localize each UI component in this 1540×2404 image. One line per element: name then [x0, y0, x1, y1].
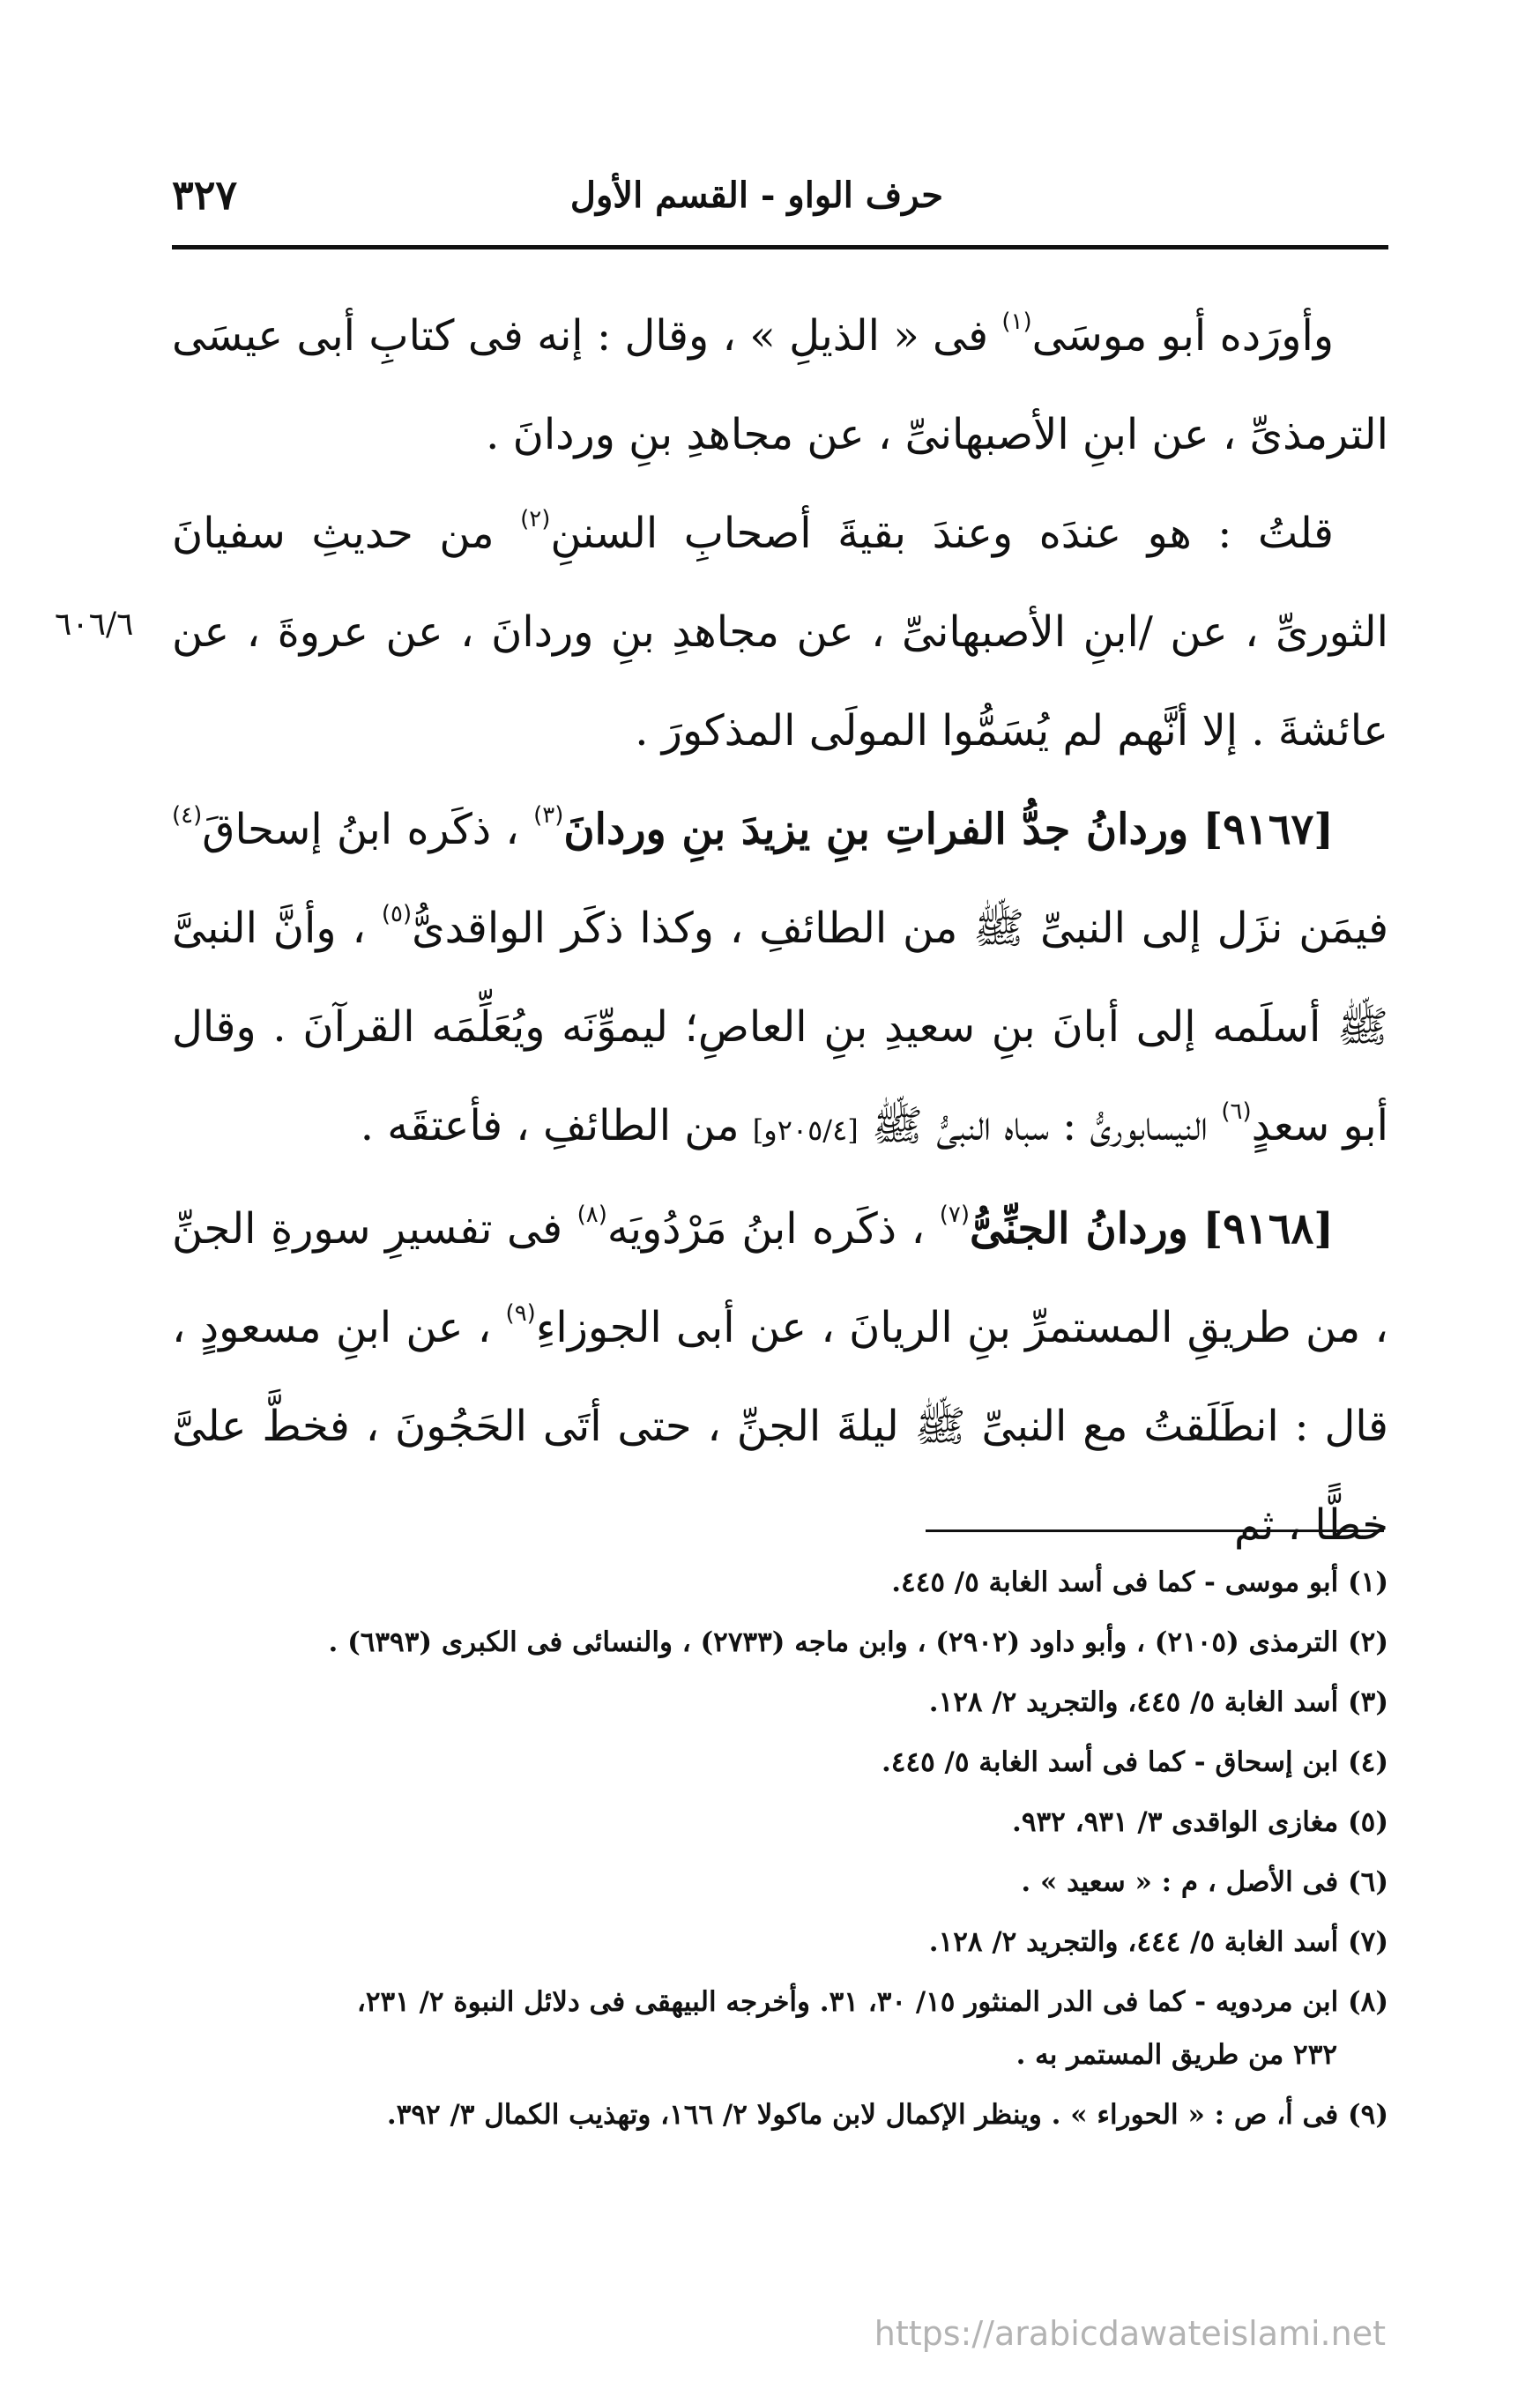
paragraph-1	[172, 287, 1388, 484]
entry-number: [٩١٦٨]	[1202, 1204, 1335, 1254]
main-text	[172, 287, 1388, 1574]
footnote-1: (١) أبو موسى - كما فى أسد الغابة ٥/ ٤٤٥.	[891, 1567, 1388, 1598]
footnote-ref-9[interactable]: (٩)	[505, 1300, 536, 1327]
text-run: قلتُ : هو عندَه وعندَ بقيةَ أصحابِ السننِ	[550, 509, 1334, 558]
footnote-8-text: (٨) ابن مردويه - كما فى الدر المنثور ١٥/ ٣٠، ٣١. وأخرجه البيهقى فى دلائل النبوة ٢/ ٢٣١،	[356, 1986, 1388, 2018]
text-run: ، عن ابنِ مسعودٍ ، قال : انطَلَقتُ مع النبىِّ ﷺ ليلةَ الجنِّ ، حتى أتَى الحَجُونَ ، فخطَّ علىَّ خطًّا ، ثم	[172, 1303, 1388, 1550]
footnote-4: (٤) ابن إسحاق - كما فى أسد الغابة ٥/ ٤٤٥.	[881, 1746, 1388, 1778]
text-run: من حديثِ سفيانَ الثورىِّ ، عن /ابنِ الأصبهانىِّ ، عن مجاهدِ بنِ وردانَ ، عن عروةَ ، عن عائشةَ . إلا أنَّهم لم يُسَمُّوا المولَى المذكورَ .	[172, 509, 1388, 755]
footnote-7: (٧) أسد الغابة ٥/ ٤٤٤، والتجريد ٢/ ١٢٨.	[928, 1926, 1388, 1958]
manuscript-folio-ref: [٢٠٥/٤و]	[752, 1113, 859, 1147]
footnote-8	[172, 1976, 1388, 2081]
footnote-rule	[926, 1529, 1384, 1532]
text-run: ، وأنَّ النبىَّ ﷺ أسلَمه إلى أبانَ بنِ سعيدِ بنِ العاصِ؛ ليموِّنَه ويُعَلِّمَه القرآنَ . وقال أبو سعدٍ	[172, 904, 1388, 1150]
footnote-ref-1[interactable]: (١)	[1001, 309, 1032, 335]
footnote-ref-4[interactable]: (٤)	[172, 802, 203, 829]
footnote-9: (٩) فى أ، ص : « الحوراء » . وينظر الإكمال لابن ماكولا ٢/ ١٦٦، وتهذيب الكمال ٣/ ٣٩٢.	[386, 2099, 1388, 2131]
text-run: فيمَن نزَل إلى النبىِّ ﷺ من الطائفِ ، وكذا ذكَر الواقدىُّ	[412, 904, 1389, 953]
header-rule	[172, 245, 1388, 249]
footnote-ref-6[interactable]: (٦)	[1221, 1098, 1252, 1125]
footnote-8-continuation: ٢٣٢ من طريق المستمر به .	[1016, 2039, 1337, 2071]
text-run: ، ذكَره ابنُ مَرْدُويَه	[606, 1204, 940, 1254]
entry-9167	[172, 780, 1388, 1180]
footnote-5: (٥) مغازى الواقدى ٣/ ٩٣١، ٩٣٢.	[1012, 1806, 1388, 1838]
text-run: النيسابورىُّ : سباه النبىُّ ﷺ	[858, 1101, 1222, 1150]
running-header	[172, 167, 1388, 238]
page-number: ٣٢٧	[172, 171, 238, 219]
footnote-ref-2[interactable]: (٢)	[520, 506, 551, 532]
entry-9168	[172, 1180, 1388, 1574]
footnote-2: (٢) الترمذى (٢١٠٥) ، وأبو داود (٢٩٠٢) ، وابن ماجه (٢٧٣٣) ، والنسائى فى الكبرى (٦٣٩٣) .	[328, 1626, 1388, 1658]
text-run: من الطائفِ ، فأعتقَه .	[360, 1101, 753, 1150]
footnotes	[172, 1556, 1388, 2148]
footnote-ref-7[interactable]: (٧)	[939, 1202, 971, 1228]
entry-name: وردانُ الجنِّىُّ	[970, 1204, 1188, 1254]
chapter-title: حرف الواو - القسم الأول	[569, 175, 943, 216]
watermark: https://arabicdawateislami.net	[874, 2314, 1386, 2353]
paragraph-2	[172, 484, 1388, 780]
text-run: ، ذكَره ابنُ إسحاقَ	[202, 805, 534, 854]
text-run: وأورَده أبو موسَى	[1031, 311, 1335, 361]
margin-volume-page-note: ٦٠٦/٦	[55, 607, 134, 643]
footnote-3: (٣) أسد الغابة ٥/ ٤٤٥، والتجريد ٢/ ١٢٨.	[928, 1686, 1388, 1718]
text-run: فى تفسيرِ سورةِ الجنِّ ، من طريقِ المستمرِّ بنِ الريانَ ، عن أبى الجوزاءِ	[172, 1204, 1388, 1352]
footnote-ref-5[interactable]: (٥)	[381, 901, 413, 927]
entry-name: وردانُ جدُّ الفراتِ بنِ يزيدَ بنِ وردانَ	[563, 805, 1189, 854]
footnote-6: (٦) فى الأصل ، م : « سعيد » .	[1021, 1866, 1388, 1898]
footnote-ref-3[interactable]: (٣)	[533, 802, 564, 829]
text-run: فى « الذيلِ » ، وقال : إنه فى كتابِ أبى عيسَى الترمذىِّ ، عن ابنِ الأصبهانىِّ ، عن مجاهدِ بنِ وردانَ .	[172, 311, 1388, 459]
entry-number: [٩١٦٧]	[1202, 805, 1334, 854]
footnote-ref-8[interactable]: (٨)	[577, 1202, 607, 1228]
